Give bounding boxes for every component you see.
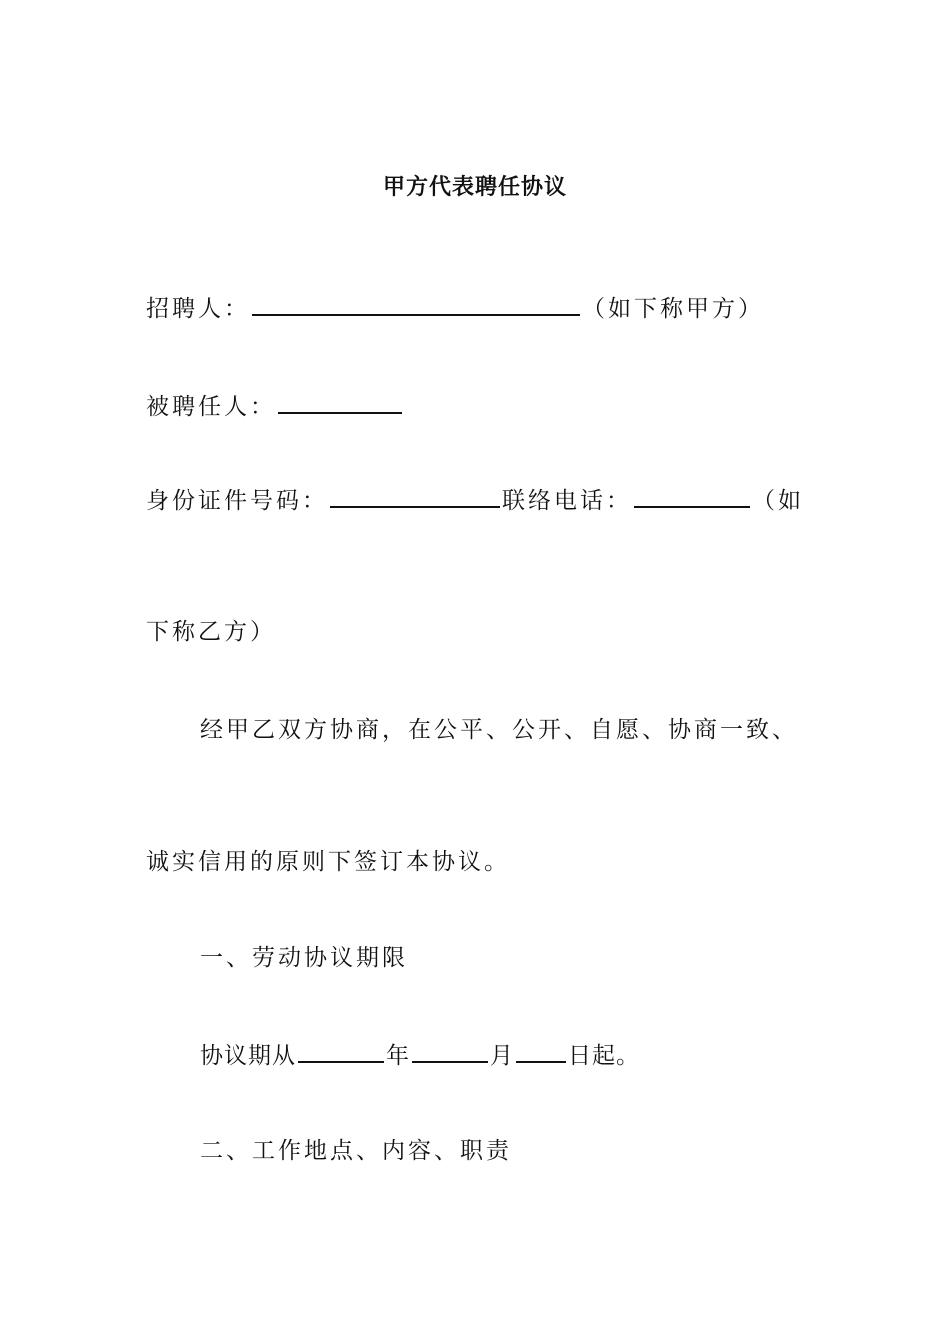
year-label: 年 (386, 1043, 410, 1069)
phone-label: 联络电话： (502, 488, 632, 514)
day-blank[interactable] (516, 1039, 566, 1063)
intro-line-2: 诚实信用的原则下签订本协议。 (146, 849, 510, 875)
employee-label: 被聘任人： (146, 394, 276, 420)
month-blank[interactable] (412, 1039, 488, 1063)
employer-blank[interactable] (252, 292, 580, 316)
party-b-line: 下称乙方） (146, 619, 276, 645)
period-line (200, 1039, 640, 1071)
intro-line-1: 经甲乙双方协商，在公平、公开、自愿、协商一致、 (200, 717, 798, 743)
employer-suffix: （如下称甲方） (582, 296, 764, 322)
document-title: 甲方代表聘任协议 (382, 175, 567, 200)
section1-heading: 一、劳动协议期限 (200, 945, 408, 971)
employer-label: 招聘人： (146, 296, 250, 322)
employee-blank[interactable] (278, 390, 402, 414)
section2-heading: 二、工作地点、内容、职责 (200, 1138, 512, 1164)
id-label: 身份证件号码： (146, 488, 328, 514)
period-prefix: 协议期从 (200, 1043, 296, 1069)
month-label: 月 (490, 1043, 514, 1069)
id-phone-line (146, 484, 804, 516)
phone-blank[interactable] (634, 484, 750, 508)
year-blank[interactable] (298, 1039, 384, 1063)
phone-suffix: （如 (752, 488, 804, 514)
employer-line (146, 292, 764, 324)
id-blank[interactable] (330, 484, 500, 508)
day-label: 日起。 (568, 1043, 640, 1069)
employee-line (146, 390, 404, 422)
